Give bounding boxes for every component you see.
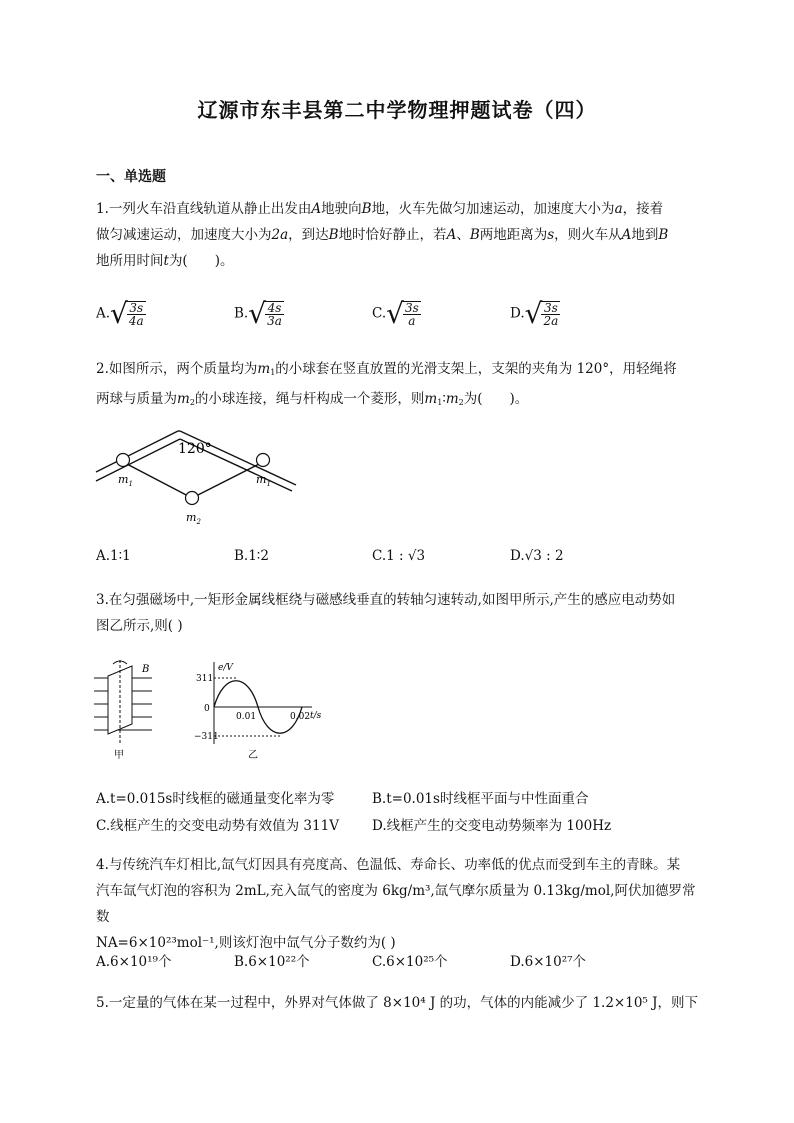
q3-option-c[interactable]: C.线框产生的交变电动势有效值为 311V	[96, 818, 339, 834]
angle-label: 120°	[178, 441, 212, 457]
q2-option-d[interactable]: D.√3 : 2	[510, 548, 564, 564]
q1-option-c[interactable]: C.√ $\frac{3s}{a}$	[372, 297, 419, 330]
question-2-stem: 2.如图所示，两个质量均为$m_1$的小球套在竖直放置的光滑支架上，支架的夹角为 120°，用轻绳将 两球与质量为$m_2$的小球连接，绳与杆构成一个菱形，则$m_1∶m_2$为( )。	[96, 361, 677, 407]
tick-ymax: 311	[196, 674, 214, 684]
sqrt-icon: √	[524, 297, 543, 330]
label-left-ball: $m_1$	[118, 473, 133, 488]
q2-option-b[interactable]: B.1∶2	[234, 548, 269, 564]
q1-option-d[interactable]: D.√ $\frac{3s}{2a}$	[510, 297, 559, 330]
question-5-stem: 5.一定量的气体在某一过程中，外界对气体做了 8×10⁴ J 的功，气体的内能减少了 1.2×10⁵ J，则下	[96, 995, 699, 1011]
question-3-stem: 3.在匀强磁场中,一矩形金属线框绕与磁感线垂直的转轴匀速转动,如图甲所示,产生的感应电动势如 图乙所示,则( )	[96, 592, 676, 634]
q2-figure	[92, 425, 302, 530]
sqrt-icon: √	[110, 297, 128, 330]
left-bar-line	[96, 439, 180, 481]
x-axis-label: t/s	[310, 711, 322, 721]
q2-option-c[interactable]: C.1 : √3	[372, 548, 426, 564]
label-bottom-ball: $m_2$	[186, 511, 201, 526]
q3-option-b[interactable]: B.t=0.01s时线框平面与中性面重合	[372, 791, 589, 807]
sqrt-icon: √	[386, 297, 404, 330]
q2-option-a[interactable]: A.1∶1	[96, 548, 131, 564]
ball-right	[257, 454, 270, 467]
q4-option-d[interactable]: D.6×10²⁷个	[510, 954, 587, 970]
q4-option-b[interactable]: B.6×10²²个	[234, 954, 310, 970]
tick-x1: 0.01	[236, 712, 257, 722]
q4-option-a[interactable]: A.6×10¹⁹个	[96, 954, 172, 970]
caption-yi: 乙	[248, 750, 258, 761]
q3-option-a[interactable]: A.t=0.015s时线框的磁通量变化率为零	[96, 791, 335, 807]
left-bar-line	[96, 431, 178, 472]
string-line	[192, 462, 263, 498]
page-title: 辽源市东丰县第二中学物理押题试卷（四）	[197, 98, 597, 122]
sqrt-icon: √	[248, 297, 267, 330]
tick-x2: 0.02	[290, 712, 311, 722]
q4-option-c[interactable]: C.6×10²⁵个	[372, 954, 448, 970]
q3-figure	[90, 658, 340, 768]
q1-option-a[interactable]: A.√ $\frac{3s}{4a}$	[96, 297, 144, 330]
tick-origin: 0	[204, 704, 210, 714]
q1-option-b[interactable]: B.√ $\frac{4s}{3a}$	[234, 297, 282, 330]
field-label: B	[142, 664, 150, 675]
right-bar-line	[180, 431, 296, 485]
tick-ymin: −311	[194, 732, 219, 742]
section-heading: 一、单选题	[96, 169, 166, 185]
question-4-stem: 4.与传统汽车灯相比,氙气灯因具有亮度高、色温低、寿命长、功率低的优点而受到车主的青睐。某 汽车氙气灯泡的容积为 2mL,充入氙气的密度为 6kg/m³,氙气摩尔质量为 0.13kg/mol,阿伏加德罗常数 NA=6×10²³mol⁻¹,则该灯泡中氙气分子数约为( )	[96, 857, 696, 951]
ball-left	[117, 454, 130, 467]
ball-bottom	[186, 492, 199, 505]
string-line	[123, 462, 192, 498]
y-axis-label: e/V	[218, 663, 233, 673]
label-right-ball: $m_1$	[256, 473, 271, 488]
question-1-stem: 1.一列火车沿直线轨道从静止出发由A地驶向B地，火车先做匀加速运动，加速度大小为a，接着 做匀减速运动，加速度大小为2a，到达B地时恰好静止，若A、B两地距离为s，则火车从A地到B 地所用时间t为( )。	[96, 201, 669, 269]
q3-option-d[interactable]: D.线框产生的交变电动势频率为 100Hz	[372, 818, 612, 834]
caption-jia: 甲	[114, 750, 124, 761]
